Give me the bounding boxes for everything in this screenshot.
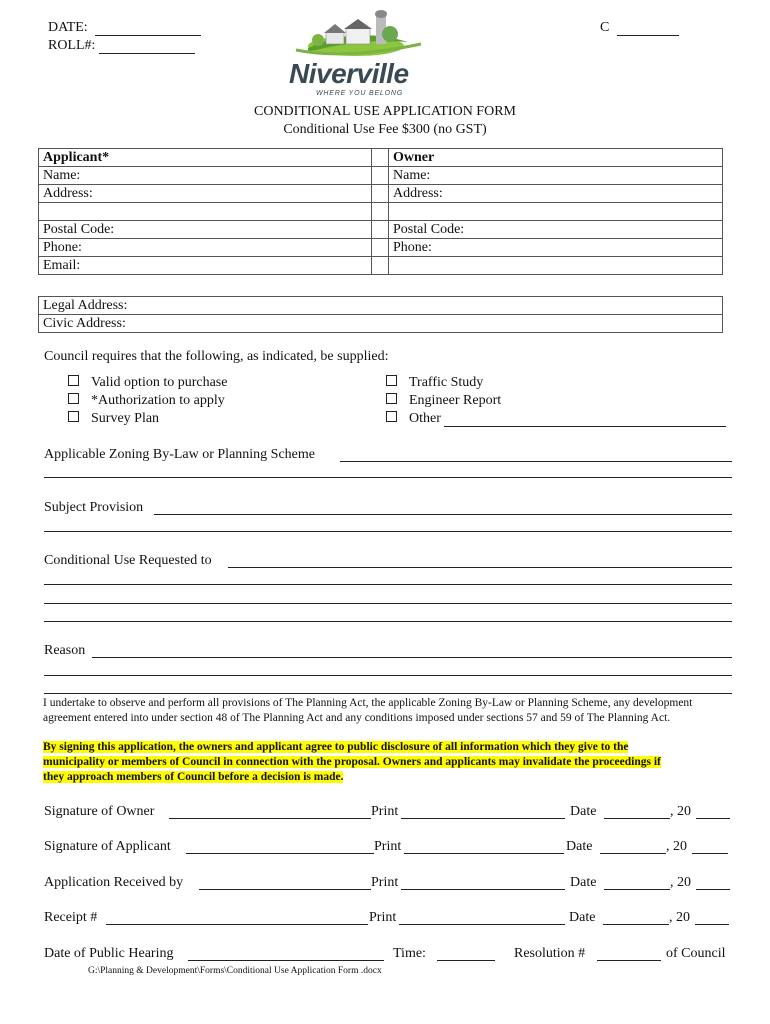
owner-date-line[interactable] [604,818,670,819]
receipt-year-line[interactable] [695,924,729,925]
public-hearing-label: Date of Public Hearing [44,946,174,961]
checkbox-icon[interactable] [386,411,397,422]
received-print-line[interactable] [401,889,565,890]
reason-line-3[interactable] [44,693,732,694]
checkbox-authorization[interactable]: *Authorization to apply [68,393,225,409]
receipt-date-line[interactable] [603,924,669,925]
owner-signature-row [44,804,154,820]
applicant-print-line[interactable] [404,853,564,854]
footer-file-path: G:\Planning & Development\Forms\Conditional Use Application Form .docx [88,966,382,976]
zoning-line-2[interactable] [44,477,732,478]
checkbox-engineer-report[interactable]: Engineer Report [386,393,501,409]
date-label: DATE: [48,20,88,35]
civic-address-field[interactable]: Civic Address: [39,315,723,333]
c-line[interactable] [617,21,679,36]
undertaking-text: I undertake to observe and perform all provisions of The Planning Act, the applicable Zoning By-Law or Planning Scheme, any development agreement entered into under section 48 of The Planning Act and any conditions imposed under sections 57 and 59 of The Planning Act. [43,697,693,724]
applicant-date-line[interactable] [600,853,666,854]
requested-line[interactable] [228,567,732,568]
hearing-time-label: Time: [393,946,426,961]
checkbox-icon[interactable] [68,411,79,422]
applicant-signature-label: Signature of Applicant [44,839,171,854]
roll-field[interactable] [48,38,195,54]
owner-year-label: , 20 [670,804,691,819]
checkbox-icon[interactable] [68,375,79,386]
owner-heading: Owner [389,149,723,167]
owner-print-label: Print [371,804,399,819]
requested-line-2[interactable] [44,584,732,585]
owner-signature-line[interactable] [169,818,371,819]
checkbox-icon[interactable] [68,393,79,404]
requested-line-4[interactable] [44,621,732,622]
checkbox-other[interactable]: Other [386,411,726,427]
hearing-time-line[interactable] [437,960,495,961]
niverville-logo [286,8,436,100]
receipt-label: Receipt # [44,910,98,925]
logo-name: Niverville [289,58,409,89]
public-hearing-line[interactable] [188,960,384,961]
received-by-line[interactable] [199,889,371,890]
owner-address-field[interactable]: Address: [389,185,723,203]
subject-line-2[interactable] [44,531,732,532]
applicant-name-field[interactable]: Name: [39,167,372,185]
owner-address-line-2[interactable] [389,203,723,221]
zoning-line[interactable] [340,461,732,462]
roll-label: ROLL#: [48,38,96,53]
resolution-line[interactable] [597,960,661,961]
requested-line-3[interactable] [44,603,732,604]
applicant-owner-table [38,148,723,275]
owner-date-label: Date [570,804,597,819]
received-date-label: Date [570,875,597,890]
applicant-date-label: Date [566,839,593,854]
received-print-label: Print [371,875,399,890]
receipt-print-line[interactable] [399,924,565,925]
disclosure-line-3: they approach members of Council before a decision is made. [43,771,344,783]
received-year-label: , 20 [670,875,691,890]
subject-line[interactable] [154,514,732,515]
roll-line[interactable] [99,39,195,54]
zoning-label: Applicable Zoning By-Law or Planning Scheme [44,447,315,462]
applicant-print-label: Print [374,839,402,854]
council-intro: Council requires that the following, as indicated, be supplied: [44,349,389,364]
applicant-year-label: , 20 [666,839,687,854]
applicant-phone-field[interactable]: Phone: [39,239,372,257]
owner-signature-label: Signature of Owner [44,804,155,819]
resolution-label: Resolution # [514,946,586,961]
subject-label: Subject Provision [44,500,144,515]
other-line[interactable] [444,412,726,427]
checkbox-icon[interactable] [386,375,397,386]
applicant-address-field[interactable]: Address: [39,185,372,203]
reason-line[interactable] [92,657,732,658]
owner-name-field[interactable]: Name: [389,167,723,185]
applicant-address-line-2[interactable] [39,203,372,221]
applicant-email-field[interactable]: Email: [39,257,372,275]
c-label: C [600,20,610,35]
receipt-line[interactable] [106,924,368,925]
owner-empty-cell [389,257,723,275]
owner-postal-field[interactable]: Postal Code: [389,221,723,239]
legal-address-field[interactable]: Legal Address: [39,297,723,315]
logo-tagline: WHERE YOU BELONG [316,90,403,97]
received-date-line[interactable] [604,889,670,890]
received-year-line[interactable] [696,889,730,890]
applicant-postal-field[interactable]: Postal Code: [39,221,372,239]
requested-label: Conditional Use Requested to [44,553,212,568]
checkbox-traffic-study[interactable]: Traffic Study [386,375,483,391]
receipt-date-label: Date [569,910,596,925]
of-council-label: of Council [666,946,726,961]
applicant-year-line[interactable] [692,853,728,854]
applicant-signature-line[interactable] [186,853,374,854]
receipt-print-label: Print [369,910,397,925]
checkbox-valid-option[interactable]: Valid option to purchase [68,375,227,391]
owner-print-line[interactable] [401,818,565,819]
checkbox-icon[interactable] [386,393,397,404]
received-by-label: Application Received by [44,875,184,890]
disclosure-line-2: municipality or members of Council in connection with the proposal. Owners and applicants may invalidate the proceedings if [43,756,661,768]
address-table [38,296,723,333]
logo-landscape-icon [286,8,436,60]
c-field[interactable] [600,20,679,36]
form-title: CONDITIONAL USE APPLICATION FORM [254,104,516,119]
reason-line-2[interactable] [44,675,732,676]
disclosure-line-1: By signing this application, the owners and applicant agree to public disclosure of all information which they give to the [43,741,629,753]
receipt-year-label: , 20 [669,910,690,925]
date-line[interactable] [95,21,201,36]
reason-label: Reason [44,643,86,658]
form-fee: Conditional Use Fee $300 (no GST) [283,122,487,137]
checkbox-survey-plan[interactable]: Survey Plan [68,411,159,427]
owner-year-line[interactable] [696,818,730,819]
owner-phone-field[interactable]: Phone: [389,239,723,257]
applicant-heading: Applicant* [39,149,372,167]
date-field[interactable] [48,20,201,36]
